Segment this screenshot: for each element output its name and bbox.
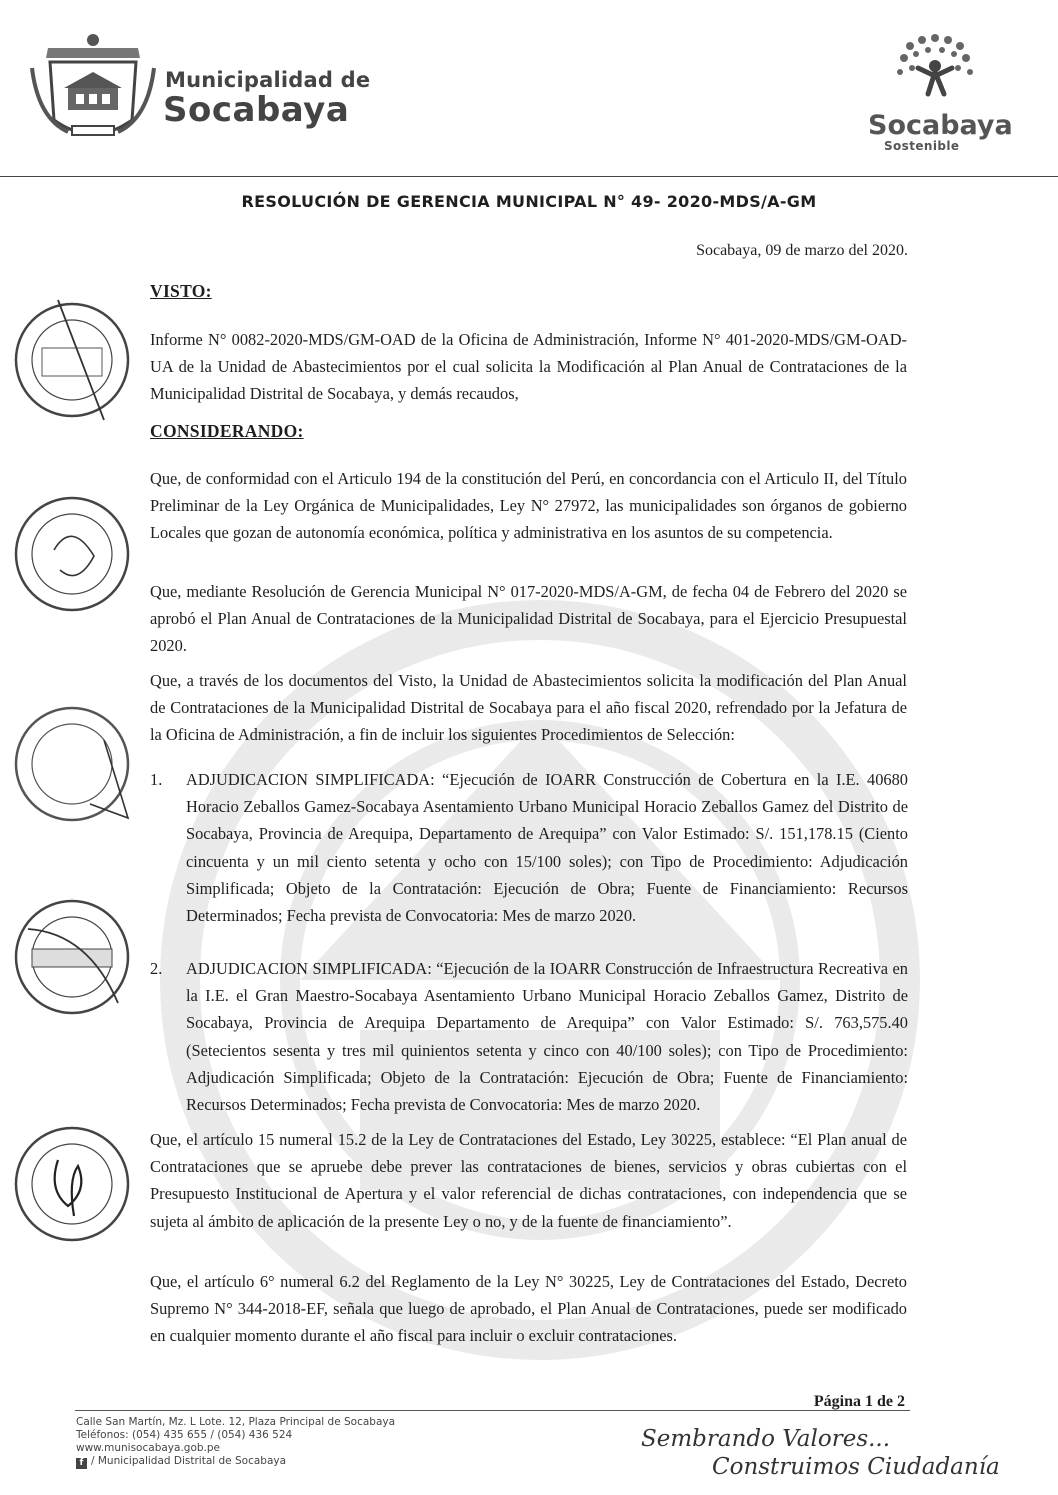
legal-basis-paragraph-2: Que, el artículo 6° numeral 6.2 del Reglamento de la Ley N° 30225, Ley de Contrataciones del Estado, Decreto Supremo N° 344-2018-EF, señala que luego de aprobado, el Plan Anual de Contrataciones, puede ser modificado en cualquier momento durante el año fiscal para incluir o excluir contrataciones. bbox=[150, 1272, 907, 1346]
district-seal-stamp-icon bbox=[8, 296, 136, 424]
header-divider bbox=[0, 176, 1058, 177]
footer-social bbox=[76, 1455, 286, 1469]
footer-divider bbox=[75, 1410, 910, 1411]
procedure-item-1 bbox=[150, 766, 908, 929]
district-seal-stamp-icon bbox=[8, 1120, 136, 1248]
socabaya-sostenible-tree-logo-icon bbox=[880, 32, 990, 112]
page-number: Página 1 de 2 bbox=[813, 1393, 905, 1410]
brand-name: Socabaya bbox=[868, 110, 1013, 141]
municipality-prefix: Municipalidad de bbox=[165, 68, 371, 92]
visto-paragraph: Informe N° 0082-2020-MDS/GM-OAD de la Oficina de Administración, Informe N° 401-2020-MDS/GM-OAD-UA de la Unidad de Abastecimientos por el cual solicita la Modificación al Plan Anual de Contrataciones de la Municipalidad Distrital de Socabaya, y demás recaudos, bbox=[150, 330, 907, 404]
slogan-line-2: Construimos Ciudadanía bbox=[712, 1454, 1000, 1480]
municipal-coat-of-arms-icon bbox=[28, 28, 158, 148]
footer-phones: Teléfonos: (054) 435 655 / (054) 436 524 bbox=[76, 1429, 293, 1441]
municipality-name: Socabaya bbox=[163, 90, 350, 130]
considerando-paragraph-1: Que, de conformidad con el Articulo 194 de la constitución del Perú, en concordancia con el Articulo II, del Título Preliminar de la Ley Orgánica de Municipalidades, Ley N° 27972, las municipalidades son órganos de gobierno Locales que gozan de autonomía económica, política y administrativa en los asuntos de su competencia. bbox=[150, 469, 907, 543]
brand-tagline: Sostenible bbox=[884, 139, 960, 153]
considerando-paragraph-2: Que, mediante Resolución de Gerencia Municipal N° 017-2020-MDS/A-GM, de fecha 04 de Febrero del 2020 se aprobó el Plan Anual de Contrataciones de la Municipalidad Distrital de Socabaya, para el Ejercicio Presupuestal 2020. bbox=[150, 582, 907, 656]
document-title: RESOLUCIÓN DE GERENCIA MUNICIPAL N° 49- 2020-MDS/A-GM bbox=[241, 192, 817, 211]
district-seal-stamp-icon bbox=[8, 700, 136, 828]
footer-social-text: / Municipalidad Distrital de Socabaya bbox=[91, 1455, 287, 1467]
slogan-line-1: Sembrando Valores... bbox=[641, 1426, 891, 1452]
district-seal-stamp-icon bbox=[8, 490, 136, 618]
legal-basis-paragraph-1: Que, el artículo 15 numeral 15.2 de la Ley de Contrataciones del Estado, Ley 30225, establece: “El Plan anual de Contrataciones que se apruebe debe prever las contrataciones de bienes, servicios y obras cubiertas con el Presupuesto Institucional de Apertura y el valor referencial de dichas contrataciones, con independencia que se sujeta al ámbito de aplicación de la presente Ley o no, y de la fuente de financiamiento”. bbox=[150, 1130, 907, 1231]
footer-address: Calle San Martín, Mz. L Lote. 12, Plaza Principal de Socabaya bbox=[76, 1416, 396, 1428]
considerando-paragraph-3: Que, a través de los documentos del Visto, la Unidad de Abastecimientos solicita la modificación del Plan Anual de Contrataciones de la Municipalidad Distrital de Socabaya para el año fiscal 2020, refrendado por la Jefatura de la Oficina de Administración, a fin de incluir los siguientes Procedimientos de Selección: bbox=[150, 671, 907, 745]
document-date: Socabaya, 09 de marzo del 2020. bbox=[696, 242, 908, 259]
considerando-heading: CONSIDERANDO: bbox=[150, 421, 304, 441]
visto-heading: VISTO: bbox=[150, 281, 212, 301]
procedure-item-number: 2. bbox=[150, 959, 163, 978]
district-seal-stamp-icon bbox=[8, 893, 136, 1021]
facebook-icon: f bbox=[76, 1458, 87, 1469]
procedure-item-number: 1. bbox=[150, 770, 163, 789]
procedure-item-text: ADJUDICACION SIMPLIFICADA: “Ejecución de la IOARR Construcción de Infraestructura Recreativa en la I.E. el Gran Maestro-Socabaya Asentamiento Urbano Municipal Horacio Zeballos Gamez, Distrito de Socabaya, Provincia de Arequipa Departamento de Arequipa” con Valor Estimado: S/. 763,575.40 (Setecientos sesenta y tres mil quinientos setenta y cinco con 40/100 soles); con Tipo de Procedimiento: Adjudicación Simplificada; Objeto de la Contratación: Ejecución de Obra; Fuente de Financiamiento: Recursos Determinados; Fecha prevista de Convocatoria: Mes de marzo 2020. bbox=[186, 959, 908, 1115]
procedure-item-text: ADJUDICACION SIMPLIFICADA: “Ejecución de IOARR Construcción de Cobertura en la I.E. 40680 Horacio Zeballos Gamez-Socabaya Asentamiento Urbano Municipal Horacio Zeballos Gamez del Distrito de Socabaya, Provincia de Arequipa, Departamento de Arequipa” con Valor Estimado: S/. 151,178.15 (Ciento cincuenta y un mil ciento setenta y ocho con 15/100 soles); con Tipo de Procedimiento: Adjudicación Simplificada; Objeto de la Contratación: Ejecución de Obra; Fuente de Financiamiento: Recursos Determinados; Fecha prevista de Convocatoria: Mes de marzo 2020. bbox=[186, 770, 908, 926]
footer-website-link[interactable]: www.munisocabaya.gob.pe bbox=[76, 1442, 220, 1454]
procedure-item-2 bbox=[150, 955, 908, 1118]
